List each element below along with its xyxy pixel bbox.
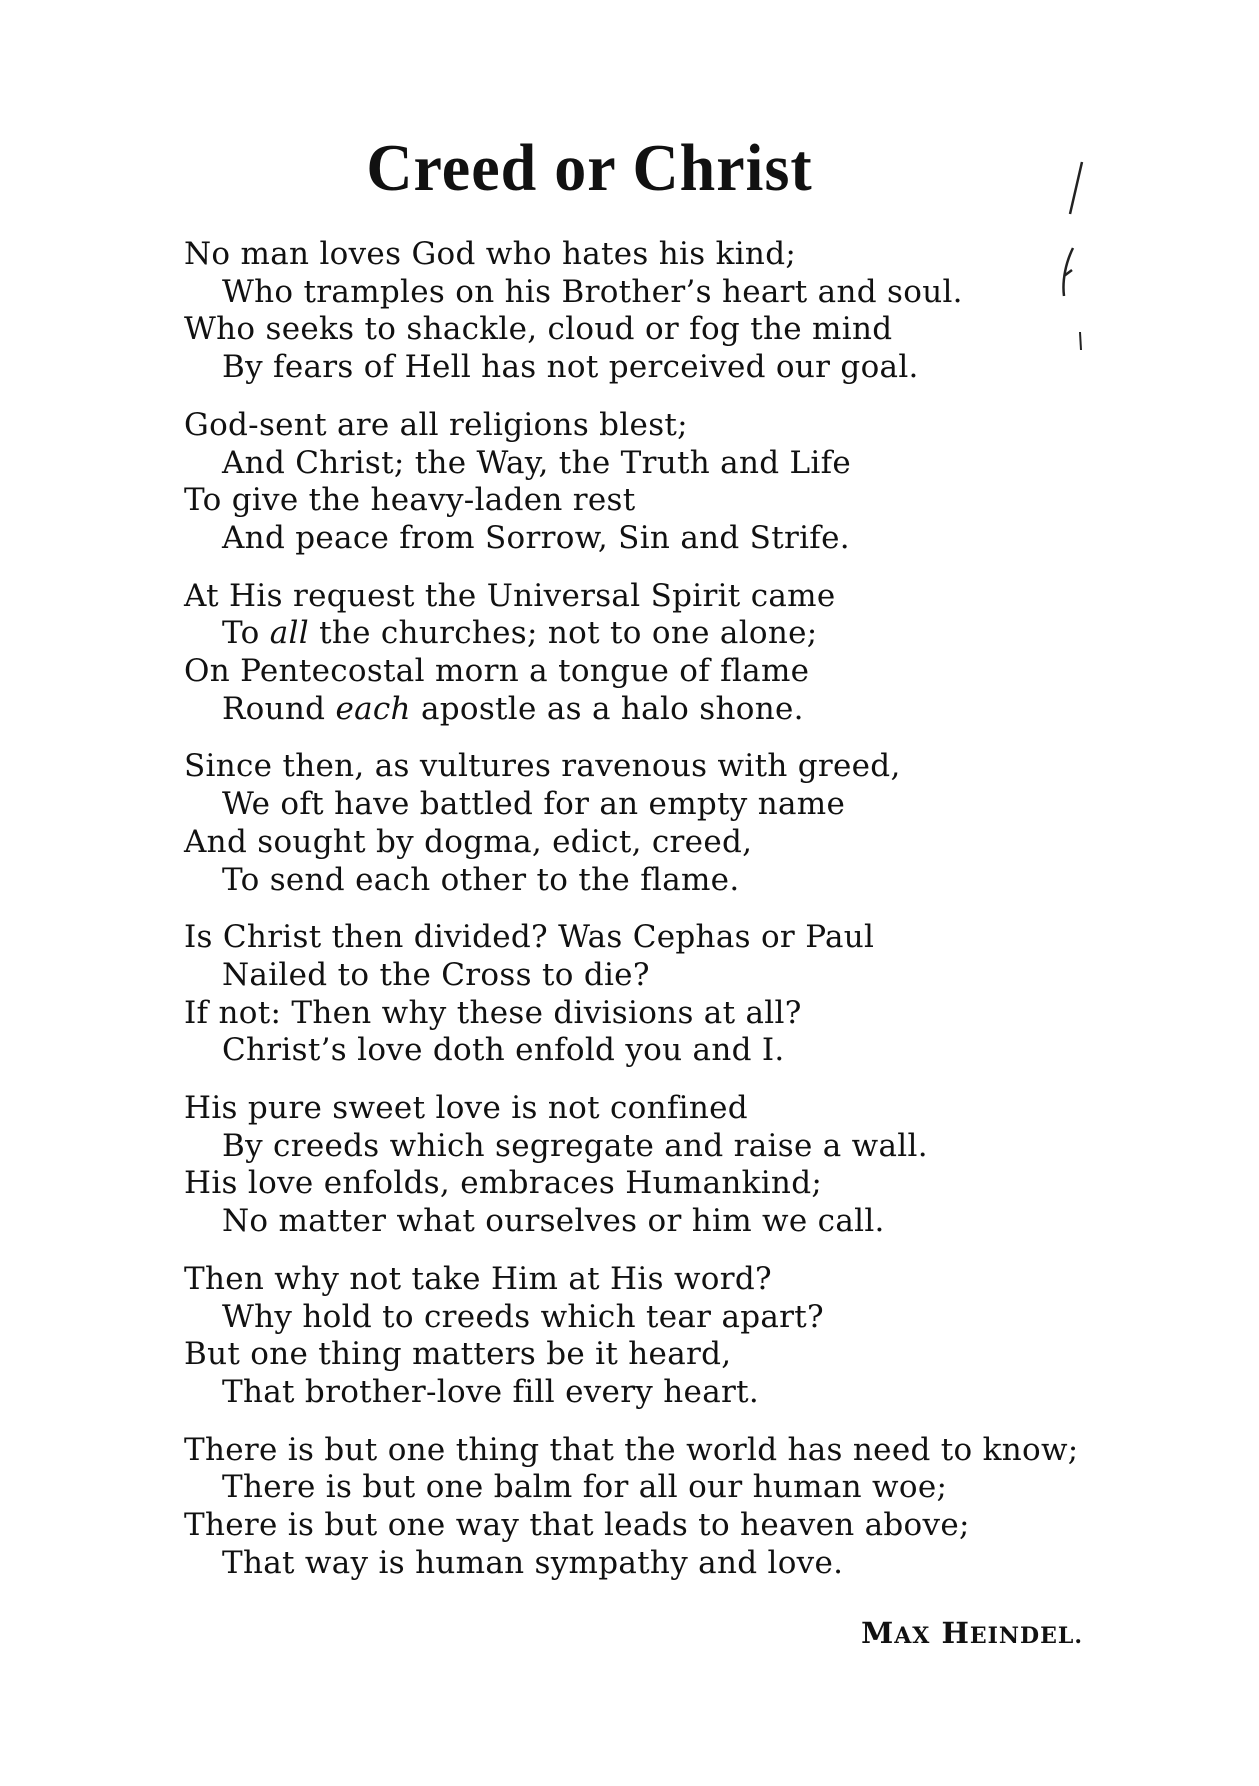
poem-line: And sought by dogma, edict, creed, <box>184 823 753 860</box>
stanza <box>184 407 1104 558</box>
author-last-initial: H <box>941 1616 970 1650</box>
poem-line: That way is human sympathy and love. <box>222 1544 844 1581</box>
poem-line: To give the heavy-laden rest <box>184 482 636 519</box>
line-emphasis: all <box>269 615 309 652</box>
line-emphasis: each <box>335 690 411 727</box>
poem-line: That brother-love fill every heart. <box>222 1373 760 1410</box>
stanza <box>184 236 1104 387</box>
poem-line: And peace from Sorrow, Sin and Strife. <box>222 519 850 556</box>
poem-line: But one thing matters be it heard, <box>184 1336 732 1373</box>
poem-line: Is Christ then divided? Was Cephas or Paul <box>184 919 875 956</box>
poem-line: Why hold to creeds which tear apart? <box>222 1298 824 1335</box>
line-text: To <box>222 615 270 652</box>
poem-line: By fears of Hell has not perceived our goal. <box>222 349 919 386</box>
poem-line: We oft have battled for an empty name <box>222 786 846 823</box>
poem-body <box>184 236 1104 1603</box>
author-last-rest: EINDEL. <box>969 1623 1083 1649</box>
stanza <box>184 1261 1104 1412</box>
poem-line: No man loves God who hates his kind; <box>184 236 797 272</box>
poem-line: His pure sweet love is not confined <box>184 1090 748 1127</box>
author-signature <box>861 1616 1083 1653</box>
poem-line <box>184 691 1104 729</box>
poem-line: There is but one thing that the world has need to know; <box>184 1431 1079 1468</box>
poem-line: Who tramples on his Brother’s heart and soul. <box>222 273 963 310</box>
poem-line: If not: Then why these divisions at all? <box>184 994 802 1031</box>
poem-line: No matter what ourselves or him we call. <box>222 1203 885 1240</box>
line-text: apostle as a halo shone. <box>410 690 804 727</box>
author-first-rest: AX <box>894 1623 931 1649</box>
poem-line: And Christ; the Way, the Truth and Life <box>222 444 852 481</box>
line-text: the churches; not to one alone; <box>308 615 818 652</box>
poem-line: Christ’s love doth enfold you and I. <box>222 1032 785 1069</box>
stanza <box>184 919 1104 1070</box>
poem-line: By creeds which segregate and raise a wall. <box>222 1127 928 1164</box>
poem-title: Creed or Christ <box>366 130 813 205</box>
poem-line: There is but one balm for all our human woe; <box>222 1469 948 1506</box>
pencil-mark-slash <box>1070 162 1082 214</box>
poem-line: God-sent are all religions blest; <box>184 406 688 443</box>
poem-line: Since then, as vultures ravenous with greed, <box>184 748 901 785</box>
poem-line: Who seeks to shackle, cloud or fog the mind <box>184 311 893 348</box>
stanza <box>184 1432 1104 1583</box>
stanza <box>184 748 1104 899</box>
poem-line: His love enfolds, embraces Humankind; <box>184 1165 823 1202</box>
poem-line: Then why not take Him at His word? <box>184 1260 772 1297</box>
poem-line: There is but one way that leads to heaven above; <box>184 1507 970 1544</box>
poem-line: To send each other to the flame. <box>222 861 740 898</box>
poem-line <box>184 615 1104 653</box>
poem-line: On Pentecostal morn a tongue of flame <box>184 653 810 690</box>
stanza <box>184 578 1104 729</box>
stanza <box>184 1090 1104 1241</box>
poem-line: Nailed to the Cross to die? <box>222 956 650 993</box>
author-first-initial: M <box>861 1616 895 1650</box>
poem-line: At His request the Universal Spirit came <box>184 577 836 614</box>
line-text: Round <box>222 690 336 727</box>
